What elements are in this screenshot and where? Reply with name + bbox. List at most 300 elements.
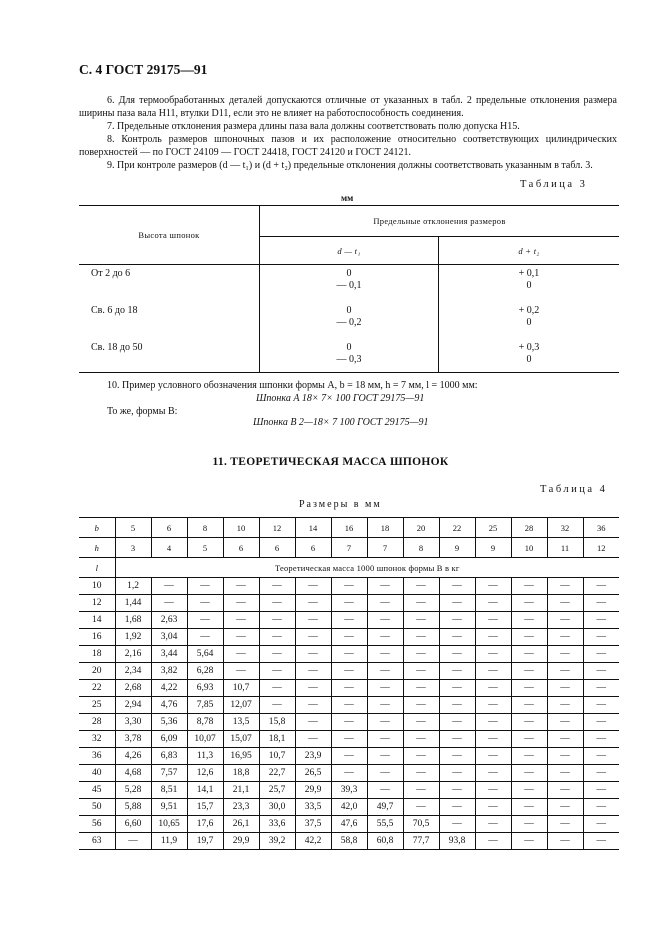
- example-designation-b: Шпонка В 2—18× 7 100 ГОСТ 29175—91: [253, 417, 429, 428]
- t4-mass-cell: —: [475, 816, 511, 833]
- t4-mass-cell: 22,7: [259, 765, 295, 782]
- t4-mass-cell: —: [439, 595, 475, 612]
- t4-mass-cell: 39,3: [331, 782, 367, 799]
- t4-mass-cell: 2,63: [151, 612, 187, 629]
- table-row: [79, 765, 619, 782]
- t4-mass-cell: 6,93: [187, 680, 223, 697]
- t4-mass-cell: —: [475, 714, 511, 731]
- t4-mass-cell: —: [367, 629, 403, 646]
- t3-val: + 0,1: [518, 268, 540, 279]
- t4-mass-cell: —: [439, 748, 475, 765]
- t4-b-value: 16: [331, 518, 367, 538]
- t4-mass-cell: —: [547, 816, 583, 833]
- example-line-3: То же, формы В:: [107, 406, 178, 417]
- t4-mass-cell: —: [403, 612, 439, 629]
- t4-mass-cell: —: [295, 612, 331, 629]
- t4-mass-cell: —: [403, 697, 439, 714]
- t4-mass-cell: —: [331, 595, 367, 612]
- t3-range: От 2 до 6: [79, 265, 260, 303]
- t3-val: 0: [526, 280, 532, 291]
- t4-mass-cell: 8,51: [151, 782, 187, 799]
- t4-mass-cell: 3,78: [115, 731, 151, 748]
- t4-mass-cell: —: [367, 782, 403, 799]
- t4-mass-cell: 9,51: [151, 799, 187, 816]
- t4-h-value: 9: [475, 538, 511, 558]
- t4-h-value: 7: [331, 538, 367, 558]
- t4-mass-cell: —: [547, 748, 583, 765]
- t4-mass-cell: 6,83: [151, 748, 187, 765]
- table-row: [79, 629, 619, 646]
- table-row: [79, 782, 619, 799]
- t4-mass-cell: —: [475, 782, 511, 799]
- t4-mass-cell: 1,68: [115, 612, 151, 629]
- t4-h-value: 11: [547, 538, 583, 558]
- t4-mass-cell: —: [259, 663, 295, 680]
- t4-mass-cell: —: [583, 578, 619, 595]
- t4-mass-cell: 1,2: [115, 578, 151, 595]
- t4-mass-cell: 3,82: [151, 663, 187, 680]
- t4-mass-cell: —: [295, 646, 331, 663]
- t4-mass-cell: —: [331, 748, 367, 765]
- t4-mass-cell: —: [403, 595, 439, 612]
- t4-b-value: 18: [367, 518, 403, 538]
- t4-mass-cell: 1,44: [115, 595, 151, 612]
- example-designation-a: Шпонка А 18× 7× 100 ГОСТ 29175—91: [256, 393, 425, 404]
- t4-mass-cell: —: [439, 663, 475, 680]
- table-4: [79, 517, 619, 850]
- t4-mass-cell: —: [511, 646, 547, 663]
- body-text: [79, 94, 617, 172]
- t4-h-label: h: [79, 538, 115, 558]
- t4-mass-cell: —: [295, 578, 331, 595]
- t4-mass-cell: —: [475, 765, 511, 782]
- t4-b-value: 12: [259, 518, 295, 538]
- t3-sub-header-1: d — t₁: [260, 237, 439, 265]
- t4-mass-cell: 30,0: [259, 799, 295, 816]
- t4-h-value: 6: [259, 538, 295, 558]
- t4-l-value: 63: [79, 833, 115, 850]
- t4-l-value: 12: [79, 595, 115, 612]
- t3-col-height: Высота шпонок: [79, 206, 260, 265]
- table-row: [79, 714, 619, 731]
- t4-mass-cell: —: [331, 714, 367, 731]
- table-row: [79, 748, 619, 765]
- t4-mass-cell: —: [439, 612, 475, 629]
- t4-mass-cell: 2,34: [115, 663, 151, 680]
- t4-l-value: 32: [79, 731, 115, 748]
- t4-mass-cell: —: [583, 629, 619, 646]
- table4-label: Таблица 4: [540, 484, 608, 495]
- t4-l-value: 14: [79, 612, 115, 629]
- t4-mass-cell: —: [439, 680, 475, 697]
- t4-mass-cell: —: [511, 748, 547, 765]
- t4-mass-cell: —: [187, 578, 223, 595]
- t4-mass-cell: —: [115, 833, 151, 850]
- t4-l-value: 20: [79, 663, 115, 680]
- example-line-1: 10. Пример условного обозначения шпонки формы А, b = 18 мм, h = 7 мм, l = 1000 мм:: [107, 380, 478, 391]
- t3-range: Св. 18 до 50: [79, 339, 260, 373]
- t4-mass-cell: 5,36: [151, 714, 187, 731]
- t4-mass-cell: —: [295, 663, 331, 680]
- t4-mass-cell: —: [511, 663, 547, 680]
- t4-mass-cell: —: [259, 578, 295, 595]
- t4-mass-cell: —: [583, 663, 619, 680]
- t3-val: + 0,3: [518, 342, 540, 353]
- t4-mass-cell: —: [547, 782, 583, 799]
- t4-mass-cell: —: [511, 629, 547, 646]
- t4-b-value: 10: [223, 518, 259, 538]
- table-row: [79, 595, 619, 612]
- t4-mass-cell: 2,68: [115, 680, 151, 697]
- t4-mass-cell: 16,95: [223, 748, 259, 765]
- t4-mass-cell: 2,16: [115, 646, 151, 663]
- t4-mass-cell: —: [367, 714, 403, 731]
- t4-mass-cell: —: [475, 748, 511, 765]
- t4-mass-cell: —: [547, 833, 583, 850]
- t4-mass-cell: 12,07: [223, 697, 259, 714]
- t4-mass-cell: 70,5: [403, 816, 439, 833]
- t4-mass-cell: —: [403, 731, 439, 748]
- t4-mass-cell: —: [331, 612, 367, 629]
- t4-mass-cell: —: [439, 578, 475, 595]
- t4-h-value: 5: [187, 538, 223, 558]
- t4-mass-cell: —: [295, 697, 331, 714]
- t4-mass-cell: —: [403, 680, 439, 697]
- table-row: [79, 663, 619, 680]
- t3-val: — 0,1: [336, 280, 362, 291]
- t4-mass-cell: —: [403, 799, 439, 816]
- t4-mass-cell: —: [583, 765, 619, 782]
- t4-mass-cell: 47,6: [331, 816, 367, 833]
- t4-mass-cell: —: [439, 782, 475, 799]
- t4-mass-cell: 19,7: [187, 833, 223, 850]
- table-row: [79, 265, 619, 303]
- t4-mass-cell: —: [367, 612, 403, 629]
- t4-mass-cell: —: [583, 680, 619, 697]
- t4-mass-cell: —: [223, 646, 259, 663]
- t4-mass-cell: —: [475, 663, 511, 680]
- t4-mass-cell: —: [439, 765, 475, 782]
- t4-mass-cell: —: [331, 731, 367, 748]
- t4-l-value: 16: [79, 629, 115, 646]
- t4-mass-cell: —: [583, 697, 619, 714]
- t4-mass-cell: —: [547, 646, 583, 663]
- table-row: [79, 612, 619, 629]
- table-row: [79, 680, 619, 697]
- t4-l-value: 10: [79, 578, 115, 595]
- t4-mass-cell: 55,5: [367, 816, 403, 833]
- t4-mass-cell: —: [511, 782, 547, 799]
- t4-mass-cell: —: [547, 731, 583, 748]
- t4-mass-cell: —: [475, 578, 511, 595]
- t4-h-value: 6: [295, 538, 331, 558]
- t4-mass-cell: 10,07: [187, 731, 223, 748]
- t4-mass-cell: 49,7: [367, 799, 403, 816]
- table3-unit: мм: [341, 193, 354, 203]
- t4-mass-cell: 29,9: [223, 833, 259, 850]
- t4-mass-cell: —: [367, 646, 403, 663]
- t4-mass-cell: —: [403, 663, 439, 680]
- t4-b-value: 5: [115, 518, 151, 538]
- t4-mass-cell: —: [583, 595, 619, 612]
- t4-mass-cell: 10,7: [259, 748, 295, 765]
- t4-mass-cell: —: [259, 697, 295, 714]
- t3-range: Св. 6 до 18: [79, 302, 260, 339]
- t4-mass-cell: —: [475, 612, 511, 629]
- t4-mass-cell: 17,6: [187, 816, 223, 833]
- t3-val: 0: [526, 354, 532, 365]
- t4-mass-cell: 6,60: [115, 816, 151, 833]
- t4-mass-cell: —: [295, 714, 331, 731]
- t4-mass-cell: 4,76: [151, 697, 187, 714]
- t4-mass-cell: 18,8: [223, 765, 259, 782]
- t4-mass-cell: —: [475, 680, 511, 697]
- t4-mass-cell: —: [547, 612, 583, 629]
- table-3: [79, 205, 619, 373]
- t4-mass-cell: 37,5: [295, 816, 331, 833]
- t4-mass-cell: —: [511, 595, 547, 612]
- t4-mass-cell: —: [583, 816, 619, 833]
- t4-mass-cell: 6,28: [187, 663, 223, 680]
- t4-l-value: 36: [79, 748, 115, 765]
- t4-mass-cell: —: [547, 697, 583, 714]
- paragraph-7: 7. Предельные отклонения размера длины паза вала должны соответствовать полю допуска H15.: [107, 121, 520, 132]
- t4-mass-cell: —: [295, 680, 331, 697]
- t4-mass-cell: —: [475, 833, 511, 850]
- t4-l-label: l: [79, 558, 115, 578]
- t4-b-value: 6: [151, 518, 187, 538]
- t4-mass-cell: 26,1: [223, 816, 259, 833]
- t4-mass-cell: —: [583, 731, 619, 748]
- t4-mass-cell: —: [511, 612, 547, 629]
- t4-mass-cell: —: [367, 697, 403, 714]
- t4-mass-cell: 18,1: [259, 731, 295, 748]
- t4-mass-cell: 4,68: [115, 765, 151, 782]
- t4-h-value: 12: [583, 538, 619, 558]
- table-row: [79, 731, 619, 748]
- t4-mass-cell: —: [259, 680, 295, 697]
- t4-mass-cell: —: [367, 748, 403, 765]
- t4-mass-cell: —: [295, 731, 331, 748]
- t4-mass-cell: —: [187, 612, 223, 629]
- t4-mass-cell: —: [331, 646, 367, 663]
- t4-mass-cell: —: [547, 629, 583, 646]
- t4-mass-cell: —: [583, 714, 619, 731]
- t4-mass-cell: 10,7: [223, 680, 259, 697]
- t4-mass-cell: —: [295, 595, 331, 612]
- t4-mass-cell: 5,64: [187, 646, 223, 663]
- t4-mass-cell: —: [511, 816, 547, 833]
- t4-mass-cell: —: [547, 765, 583, 782]
- t4-mass-cell: —: [223, 629, 259, 646]
- t4-h-value: 7: [367, 538, 403, 558]
- t4-mass-cell: 15,7: [187, 799, 223, 816]
- t4-l-value: 18: [79, 646, 115, 663]
- t4-mass-cell: 5,88: [115, 799, 151, 816]
- t4-mass-cell: —: [475, 697, 511, 714]
- t4-mass-cell: —: [151, 595, 187, 612]
- t4-mass-cell: —: [187, 629, 223, 646]
- t4-l-value: 45: [79, 782, 115, 799]
- t4-mass-cell: —: [583, 782, 619, 799]
- t4-mass-cell: —: [475, 799, 511, 816]
- t4-mass-cell: —: [403, 578, 439, 595]
- t4-mass-cell: —: [331, 697, 367, 714]
- t4-mass-cell: —: [331, 765, 367, 782]
- t4-mass-cell: —: [511, 833, 547, 850]
- t4-mass-cell: 29,9: [295, 782, 331, 799]
- table-row: [79, 697, 619, 714]
- t4-mass-cell: —: [367, 680, 403, 697]
- t4-mass-cell: —: [259, 612, 295, 629]
- t3-val: 0: [346, 342, 352, 353]
- t4-mass-cell: —: [547, 578, 583, 595]
- t4-mass-cell: —: [439, 697, 475, 714]
- t3-sub-header-2: d + t₂: [439, 237, 620, 265]
- t4-mass-cell: —: [367, 731, 403, 748]
- t4-mass-cell: —: [583, 612, 619, 629]
- t4-mass-cell: —: [511, 731, 547, 748]
- t4-mass-cell: —: [403, 748, 439, 765]
- t4-mass-cell: —: [367, 663, 403, 680]
- t4-l-value: 50: [79, 799, 115, 816]
- t4-mass-cell: 25,7: [259, 782, 295, 799]
- t4-b-value: 20: [403, 518, 439, 538]
- t4-mass-cell: —: [547, 799, 583, 816]
- table-row: [79, 816, 619, 833]
- section-title: 11. ТЕОРЕТИЧЕСКАЯ МАССА ШПОНОК: [212, 456, 449, 468]
- t4-mass-cell: 3,44: [151, 646, 187, 663]
- t4-mass-cell: —: [547, 663, 583, 680]
- paragraph-9: 9. При контроле размеров (d — t₁) и (d + t₂) предельные отклонения должны соответствовать указанным в табл. 3.: [107, 160, 593, 171]
- t4-h-value: 3: [115, 538, 151, 558]
- t4-mass-cell: 60,8: [367, 833, 403, 850]
- t3-val: 0: [346, 305, 352, 316]
- t4-mass-cell: 3,30: [115, 714, 151, 731]
- t4-mass-cell: 58,8: [331, 833, 367, 850]
- t4-h-value: 10: [511, 538, 547, 558]
- t4-mass-cell: —: [295, 629, 331, 646]
- t4-mass-cell: —: [511, 765, 547, 782]
- t4-mass-cell: 1,92: [115, 629, 151, 646]
- t3-val: + 0,2: [518, 305, 540, 316]
- t4-span-header: Теоретическая масса 1000 шпонок формы В в кг: [115, 558, 619, 578]
- t4-mass-cell: —: [331, 578, 367, 595]
- t4-mass-cell: 39,2: [259, 833, 295, 850]
- t4-mass-cell: —: [439, 731, 475, 748]
- t4-b-value: 36: [583, 518, 619, 538]
- t4-mass-cell: —: [547, 714, 583, 731]
- t4-mass-cell: —: [223, 578, 259, 595]
- t4-mass-cell: 3,04: [151, 629, 187, 646]
- table-row: [79, 578, 619, 595]
- t4-mass-cell: —: [511, 578, 547, 595]
- table-row: [79, 646, 619, 663]
- t3-val: — 0,2: [336, 317, 362, 328]
- t4-mass-cell: 93,8: [439, 833, 475, 850]
- t3-val: 0: [526, 317, 532, 328]
- t4-row-h: [79, 538, 619, 558]
- t4-mass-cell: 2,94: [115, 697, 151, 714]
- t3-val: 0: [346, 268, 352, 279]
- page-header: С. 4 ГОСТ 29175—91: [79, 62, 208, 77]
- t4-mass-cell: —: [403, 714, 439, 731]
- t4-mass-cell: 4,22: [151, 680, 187, 697]
- t4-mass-cell: 7,57: [151, 765, 187, 782]
- t4-mass-cell: —: [223, 663, 259, 680]
- t4-mass-cell: —: [403, 646, 439, 663]
- t4-mass-cell: —: [151, 578, 187, 595]
- t4-row-l: [79, 558, 619, 578]
- t4-l-value: 22: [79, 680, 115, 697]
- t4-mass-cell: —: [439, 799, 475, 816]
- t4-h-value: 8: [403, 538, 439, 558]
- t4-mass-cell: —: [547, 680, 583, 697]
- paragraph-6: 6. Для термообработанных деталей допускаются отличные от указанных в табл. 2 предельные отклонения размера ширины паза вала H11, втулки D11, если это не влияет на работоспособность соединения.: [79, 95, 617, 119]
- t4-mass-cell: —: [475, 595, 511, 612]
- t4-b-value: 14: [295, 518, 331, 538]
- table-row: [79, 833, 619, 850]
- t4-mass-cell: —: [583, 646, 619, 663]
- t4-mass-cell: 23,9: [295, 748, 331, 765]
- t4-mass-cell: 5,28: [115, 782, 151, 799]
- t4-mass-cell: —: [583, 748, 619, 765]
- t4-mass-cell: 42,0: [331, 799, 367, 816]
- t4-h-value: 9: [439, 538, 475, 558]
- t4-mass-cell: —: [403, 782, 439, 799]
- t4-l-value: 56: [79, 816, 115, 833]
- t4-mass-cell: 23,3: [223, 799, 259, 816]
- t4-mass-cell: 21,1: [223, 782, 259, 799]
- t4-mass-cell: —: [259, 629, 295, 646]
- t4-mass-cell: —: [259, 595, 295, 612]
- t4-mass-cell: —: [439, 629, 475, 646]
- t4-mass-cell: 11,9: [151, 833, 187, 850]
- t4-mass-cell: —: [223, 612, 259, 629]
- t4-l-value: 28: [79, 714, 115, 731]
- t4-mass-cell: —: [223, 595, 259, 612]
- t4-mass-cell: 8,78: [187, 714, 223, 731]
- t4-mass-cell: 7,85: [187, 697, 223, 714]
- t4-mass-cell: 15,8: [259, 714, 295, 731]
- t4-mass-cell: —: [511, 714, 547, 731]
- t4-mass-cell: —: [403, 629, 439, 646]
- t4-h-value: 6: [223, 538, 259, 558]
- t4-mass-cell: 10,65: [151, 816, 187, 833]
- t4-mass-cell: 4,26: [115, 748, 151, 765]
- t4-mass-cell: —: [511, 697, 547, 714]
- t4-mass-cell: 26,5: [295, 765, 331, 782]
- t4-b-value: 32: [547, 518, 583, 538]
- paragraph-8: 8. Контроль размеров шпоночных пазов и их расположение относительно соответствующих цилиндрических поверхностей — по ГОСТ 24109 — ГОСТ 24418, ГОСТ 24120 и ГОСТ 24121.: [79, 134, 617, 158]
- t4-mass-cell: —: [439, 816, 475, 833]
- t4-mass-cell: 13,5: [223, 714, 259, 731]
- t4-b-value: 25: [475, 518, 511, 538]
- t4-mass-cell: —: [583, 799, 619, 816]
- t4-mass-cell: —: [511, 680, 547, 697]
- t4-mass-cell: 14,1: [187, 782, 223, 799]
- t4-mass-cell: —: [187, 595, 223, 612]
- t4-b-value: 22: [439, 518, 475, 538]
- t4-h-value: 4: [151, 538, 187, 558]
- t3-val: — 0,3: [336, 354, 362, 365]
- t4-mass-cell: —: [547, 595, 583, 612]
- t4-mass-cell: 33,6: [259, 816, 295, 833]
- t4-mass-cell: 6,09: [151, 731, 187, 748]
- t4-l-value: 40: [79, 765, 115, 782]
- t4-mass-cell: —: [439, 714, 475, 731]
- table4-unit: Размеры в мм: [299, 499, 382, 510]
